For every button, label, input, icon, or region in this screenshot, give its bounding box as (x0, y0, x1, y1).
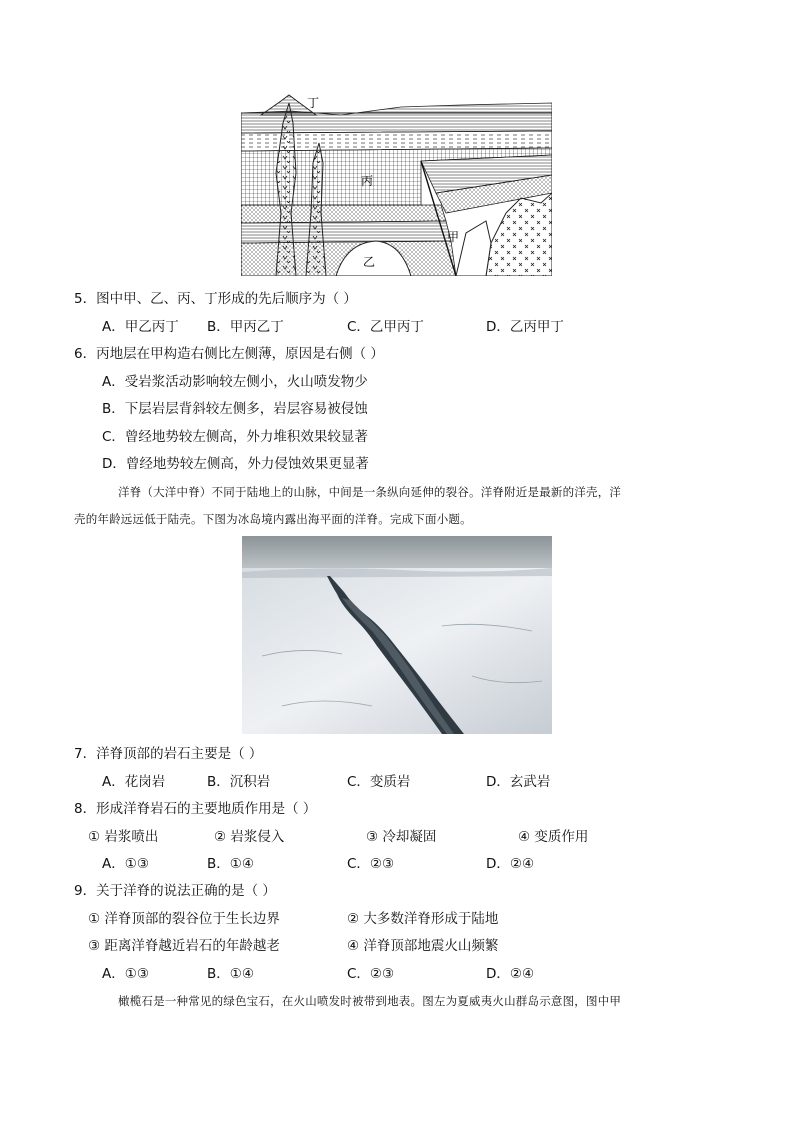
geology-cross-section-figure (241, 93, 552, 276)
q7-option-a[interactable]: A．花岗岩 (102, 774, 166, 790)
q9-option-c[interactable]: C．②③ (347, 966, 395, 982)
q8-item-3: ③ 冷却凝固 (366, 829, 437, 845)
q6-option-b[interactable]: B．下层岩层背斜较左侧多，岩层容易被侵蚀 (102, 401, 368, 417)
passage1-line1: 洋脊（大洋中脊）不同于陆地上的山脉，中间是一条纵向延伸的裂谷。洋脊附近是最新的洋壳，洋 (118, 485, 622, 499)
q8-item-1: ① 岩浆喷出 (88, 829, 159, 845)
q9-option-a[interactable]: A．①③ (102, 966, 149, 982)
label-ding: 丁 (307, 96, 320, 110)
q5-option-d[interactable]: D．乙丙甲丁 (486, 319, 564, 335)
q6-option-a[interactable]: A．受岩浆活动影响较左侧小，火山喷发物少 (102, 374, 368, 390)
passage1-line2: 壳的年龄远远低于陆壳。下图为冰岛境内露出海平面的洋脊。完成下面小题。 (74, 512, 472, 526)
q9-stem: 9．关于洋脊的说法正确的是（ ） (74, 883, 276, 899)
q7-option-d[interactable]: D．玄武岩 (486, 774, 551, 790)
q6-stem: 6．丙地层在甲构造右侧比左侧薄，原因是右侧（ ） (74, 346, 384, 362)
q6-option-d[interactable]: D．曾经地势较左侧高，外力侵蚀效果更显著 (102, 456, 369, 472)
q8-option-b[interactable]: B．①④ (207, 856, 254, 872)
q8-item-4: ④ 变质作用 (518, 829, 589, 845)
q9-option-d[interactable]: D．②④ (486, 966, 535, 982)
q8-item-2: ② 岩浆侵入 (214, 829, 285, 845)
label-bing: 丙 (361, 174, 374, 188)
label-jia: 甲 (447, 230, 460, 244)
q8-option-a[interactable]: A．①③ (102, 856, 149, 872)
q5-stem: 5．图中甲、乙、丙、丁形成的先后顺序为（ ） (74, 291, 357, 307)
q5-option-a[interactable]: A．甲乙丙丁 (102, 319, 179, 335)
q9-item-1: ① 洋脊顶部的裂谷位于生长边界 (88, 911, 280, 927)
q7-option-b[interactable]: B．沉积岩 (207, 774, 271, 790)
q5-option-b[interactable]: B．甲丙乙丁 (207, 319, 284, 335)
q8-option-d[interactable]: D．②④ (486, 856, 535, 872)
q9-item-3: ③ 距离洋脊越近岩石的年龄越老 (88, 938, 280, 954)
q9-item-4: ④ 洋脊顶部地震火山频繁 (347, 938, 499, 954)
q8-stem: 8．形成洋脊岩石的主要地质作用是（ ） (74, 801, 317, 817)
q7-option-c[interactable]: C．变质岩 (347, 774, 411, 790)
q9-item-2: ② 大多数洋脊形成于陆地 (347, 911, 499, 927)
iceland-ridge-photo (242, 536, 552, 734)
q6-option-c[interactable]: C．曾经地势较左侧高，外力堆积效果较显著 (102, 429, 368, 445)
q9-option-b[interactable]: B．①④ (207, 966, 254, 982)
passage2-line1: 橄榄石是一种常见的绿色宝石，在火山喷发时被带到地表。图左为夏威夷火山群岛示意图，图中甲 (118, 994, 622, 1008)
q7-stem: 7．洋脊顶部的岩石主要是（ ） (74, 746, 263, 762)
q8-option-c[interactable]: C．②③ (347, 856, 395, 872)
label-yi: 乙 (363, 255, 376, 269)
q5-option-c[interactable]: C．乙甲丙丁 (347, 319, 424, 335)
